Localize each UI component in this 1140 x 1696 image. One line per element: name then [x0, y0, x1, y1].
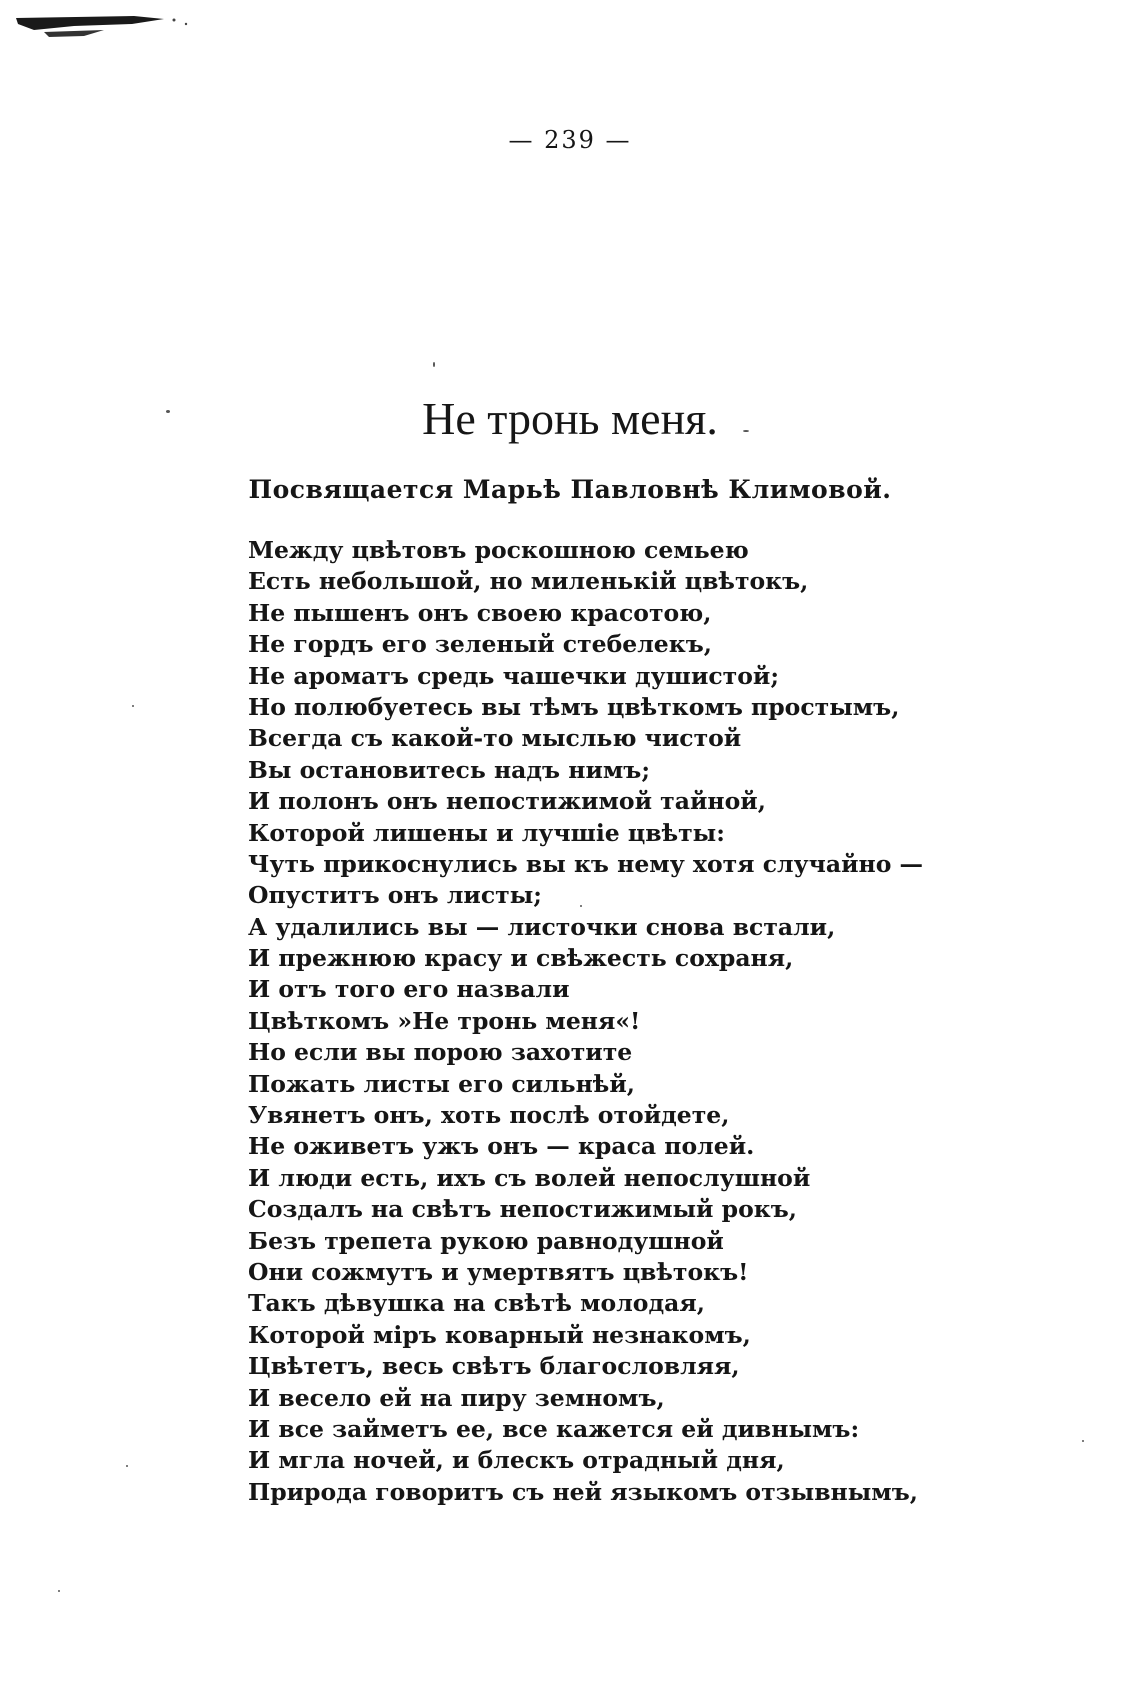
poem-line: Природа говоритъ съ ней языкомъ отзывнымъ, — [248, 1477, 918, 1506]
poem-line: Не гордъ его зеленый стебелекъ, — [248, 630, 712, 659]
poem-line: И весело ей на пиру земномъ, — [248, 1383, 665, 1412]
scan-speck — [126, 1465, 128, 1467]
poem-line: Чуть прикоснулись вы къ нему хотя случайно — — [248, 849, 924, 878]
poem-line: Не пышенъ онъ своею красотою, — [248, 598, 712, 627]
poem-line: Пожать листы его сильнѣй, — [248, 1069, 635, 1098]
poem-line: А удалились вы — листочки снова встали, — [248, 912, 836, 941]
poem-line: Которой міръ коварный незнакомъ, — [248, 1320, 751, 1349]
poem-line: И все займетъ ее, все кажется ей дивнымъ: — [248, 1414, 860, 1443]
scan-speck — [433, 362, 435, 367]
poem-line: Они сожмутъ и умертвятъ цвѣтокъ! — [248, 1257, 749, 1286]
poem-line: И люди есть, ихъ съ волей непослушной — [248, 1163, 811, 1192]
poem-line: И отъ того его назвали — [248, 975, 570, 1004]
poem-line: Всегда съ какой-то мыслью чистой — [248, 724, 742, 753]
poem-line: Но полюбуетесь вы тѣмъ цвѣткомъ простымъ, — [248, 692, 900, 721]
poem-line: Не ароматъ средь чашечки душистой; — [248, 661, 780, 690]
poem-line: И мгла ночей, и блескъ отрадный дня, — [248, 1446, 785, 1475]
poem-line: Не оживетъ ужъ онъ — краса полей. — [248, 1132, 755, 1161]
poem-line: Цвѣткомъ »Не тронь меня«! — [248, 1006, 641, 1035]
page-number: — 239 — — [508, 126, 632, 154]
poem-line: Создалъ на свѣтъ непостижимый рокъ, — [248, 1195, 797, 1224]
scan-artifact-mark — [14, 10, 194, 40]
poem-line: Между цвѣтовъ роскошною семьею — [248, 536, 749, 564]
poem-line: Такъ дѣвушка на свѣтѣ молодая, — [248, 1289, 705, 1318]
scan-speck — [166, 410, 170, 413]
scan-speck — [1082, 1440, 1084, 1442]
poem-dedication: Посвящается Марьѣ Павловнѣ Климовой. — [248, 475, 892, 504]
poem-line: Цвѣтетъ, весь свѣтъ благословляя, — [248, 1352, 740, 1381]
poem-body — [248, 535, 1108, 1508]
scan-speck — [58, 1590, 60, 1592]
poem-line: Увянетъ онъ, хоть послѣ отойдете, — [248, 1101, 730, 1130]
poem-line: Безъ трепета рукою равнодушной — [248, 1226, 724, 1255]
poem-line: И прежнюю красу и свѣжесть сохраня, — [248, 944, 794, 973]
poem-line: Которой лишены и лучшіе цвѣты: — [248, 818, 725, 847]
scan-speck — [132, 705, 134, 707]
scan-speck — [743, 430, 749, 432]
poem-line: И полонъ онъ непостижимой тайной, — [248, 787, 766, 816]
scan-speck — [580, 905, 582, 907]
poem-line: Но если вы порою захотите — [248, 1038, 633, 1067]
poem-line: Вы остановитесь надъ нимъ; — [248, 755, 651, 784]
poem-title: Не тронь меня. — [422, 393, 718, 444]
poem-line: Опуститъ онъ листы; — [248, 881, 542, 910]
poem-line: Есть небольшой, но миленькій цвѣтокъ, — [248, 567, 809, 596]
